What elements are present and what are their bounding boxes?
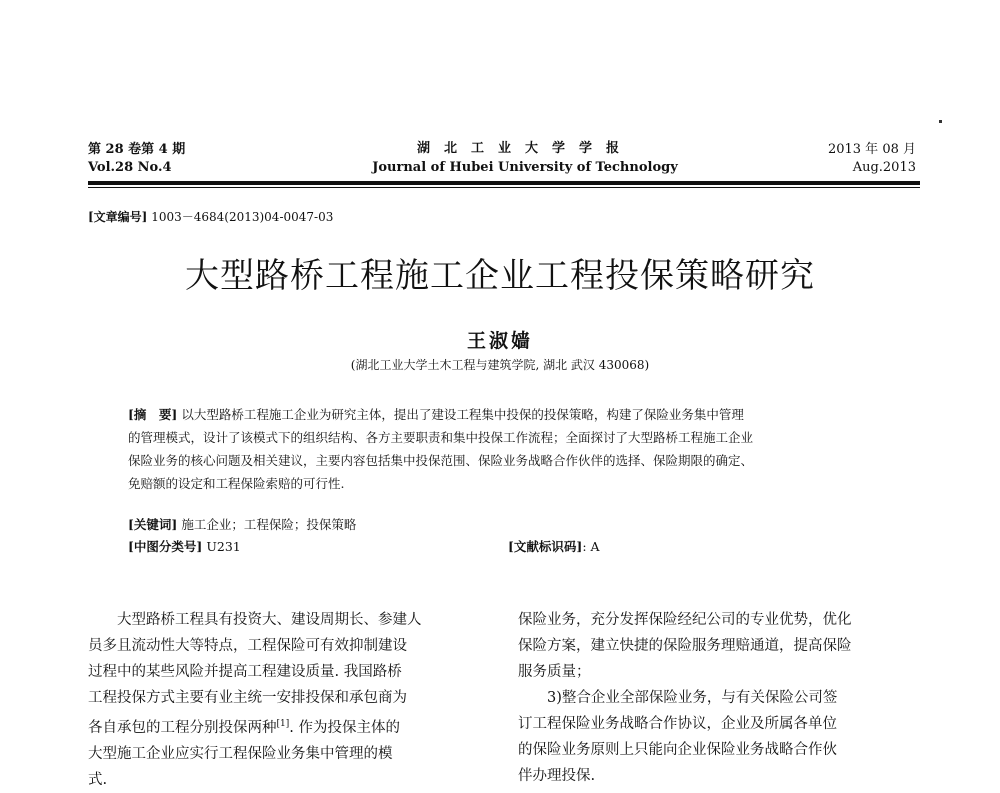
- citation-ref[interactable]: [1]: [276, 719, 290, 729]
- body-column-left: [88, 607, 486, 793]
- clc-number: [128, 537, 241, 555]
- body-paragraph-line: 工程投保方式主要有业主统一安排投保和承包商为: [88, 690, 407, 706]
- clc-label: [中图分类号]: [128, 539, 203, 554]
- paper-title: 大型路桥工程施工企业工程投保策略研究: [185, 256, 815, 296]
- abstract-line-1: [摘 要] 以大型路桥工程施工企业为研究主体，提出了建设工程集中投保的投保策略，构建了保险业务集中管理: [128, 407, 744, 422]
- body-paragraph-line: 保险方案，建立快捷的保险服务理赔通道，提高保险: [518, 638, 852, 654]
- document-code-label: [文献标识码]: [508, 539, 583, 554]
- body-paragraph-line: 员多且流动性大等特点，工程保险可有效抑制建设: [88, 638, 407, 654]
- clc-value: U231: [206, 539, 241, 554]
- body-paragraph-line: 的保险业务原则上只能向企业保险业务战略合作伙: [518, 742, 837, 758]
- document-code-value: A: [590, 539, 600, 554]
- article-number: [88, 208, 333, 225]
- publish-date-en: Aug.2013: [852, 160, 916, 175]
- journal-name-cn: 湖北工业大学学报: [416, 141, 633, 156]
- body-paragraph-line: 各自承包的工程分别投保两种[1]. 作为投保主体的: [88, 719, 400, 736]
- header-rule-thick: [88, 181, 920, 185]
- body-paragraph-line: 过程中的某些风险并提高工程建设质量. 我国路桥: [88, 664, 402, 680]
- publish-date-cn: 2013 年 08 月: [827, 142, 916, 157]
- body-paragraph-line: 保险业务，充分发挥保险经纪公司的专业优势，优化: [518, 612, 852, 628]
- volume-issue-en: Vol.28 No.4: [88, 160, 172, 175]
- document-code: [文献标识码]: A: [508, 539, 600, 554]
- body-paragraph-line: 伴办理投保.: [518, 768, 596, 784]
- volume-issue-cn: 第 28 卷第 4 期: [88, 142, 186, 157]
- author-name: 王淑嫱: [466, 330, 533, 352]
- abstract: [128, 403, 888, 495]
- keywords: [128, 515, 356, 533]
- body-paragraph-line: 大型施工企业应实行工程保险业务集中管理的模: [88, 745, 393, 762]
- journal-name-en: Journal of Hubei University of Technology: [372, 160, 678, 175]
- body-column-right: [518, 607, 920, 789]
- abstract-line-4: 免赔额的设定和工程保险索赔的可行性.: [128, 476, 345, 491]
- header-rule-thin: [88, 187, 920, 188]
- abstract-line-2: 的管理模式，设计了该模式下的组织结构、各方主要职责和集中投保工作流程；全面探讨了大型路桥工程施工企业: [128, 430, 754, 445]
- author-affiliation: (湖北工业大学土木工程与建筑学院, 湖北 武汉 430068): [350, 358, 650, 372]
- scan-speck: [939, 120, 942, 123]
- body-paragraph-line: 式.: [88, 771, 108, 788]
- abstract-label: [摘 要]: [128, 407, 178, 422]
- abstract-line-3: 保险业务的核心问题及相关建议，主要内容包括集中投保范围、保险业务战略合作伙伴的选择、保险期限的确定、: [128, 453, 754, 468]
- body-paragraph-line: 3)整合企业全部保险业务，与有关保险公司签: [547, 690, 838, 706]
- body-paragraph-line: 服务质量；: [518, 664, 591, 680]
- article-number-label: [文章编号]: [88, 210, 148, 224]
- keywords-value: 施工企业；工程保险；投保策略: [181, 517, 357, 532]
- body-paragraph-line: 大型路桥工程具有投资大、建设周期长、参建人: [117, 612, 422, 628]
- article-number-value: 1003－4684(2013)04-0047-03: [151, 210, 334, 224]
- keywords-label: [关键词]: [128, 517, 178, 532]
- body-paragraph-line: 订工程保险业务战略合作协议，企业及所属各单位: [518, 716, 837, 732]
